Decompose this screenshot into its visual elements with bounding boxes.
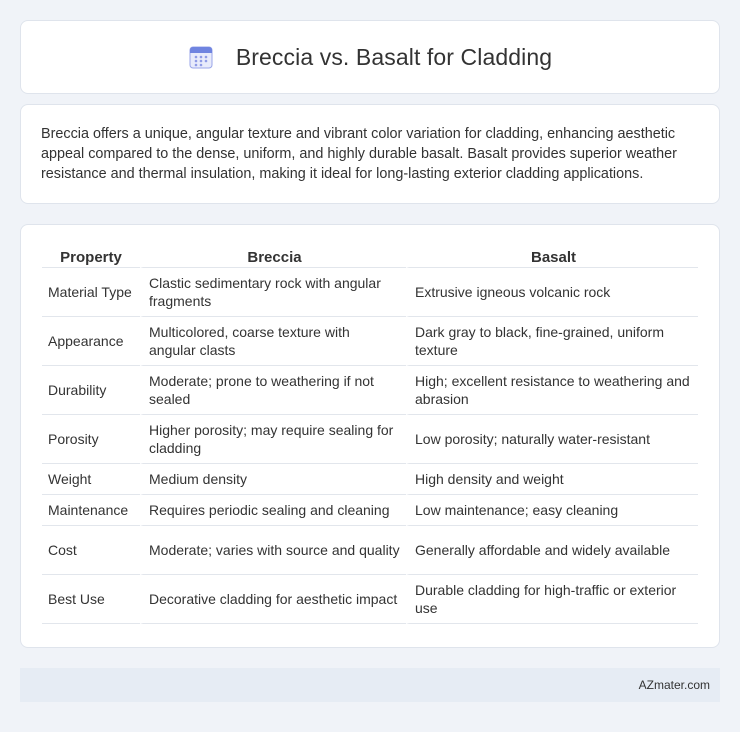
- intro-text: Breccia offers a unique, angular texture and vibrant color variation for cladding, enhancing aesthetic appeal compared to the dense, uniform, and highly durable basalt. Basalt provides superior weather resistance and thermal insulation, making it ideal for long-lasting exterior cladding applications.: [41, 126, 677, 182]
- table-row: [42, 415, 698, 464]
- comparison-table-card: [20, 224, 720, 648]
- table-row: [42, 366, 698, 415]
- breccia-cell: Requires periodic sealing and cleaning: [140, 495, 406, 526]
- basalt-cell: Generally affordable and widely available: [406, 526, 698, 575]
- basalt-cell: Low porosity; naturally water-resistant: [406, 415, 698, 464]
- header-property: Property: [42, 247, 140, 268]
- breccia-cell: Higher porosity; may require sealing for cladding: [140, 415, 406, 464]
- property-cell: Durability: [42, 366, 140, 415]
- page-title: Breccia vs. Basalt for Cladding: [235, 43, 553, 70]
- property-cell: Weight: [42, 464, 140, 495]
- source-credit: AZmater.com: [638, 678, 710, 692]
- property-cell: Cost: [42, 526, 140, 575]
- property-cell: Porosity: [42, 415, 140, 464]
- basalt-cell: Durable cladding for high-traffic or exterior use: [406, 575, 698, 624]
- property-cell: Maintenance: [42, 495, 140, 526]
- property-cell: Best Use: [42, 575, 140, 624]
- calendar-grid-icon: [188, 44, 214, 70]
- comparison-table: [42, 247, 698, 624]
- basalt-cell: Low maintenance; easy cleaning: [406, 495, 698, 526]
- table-row: [42, 317, 698, 366]
- breccia-cell: Decorative cladding for aesthetic impact: [140, 575, 406, 624]
- basalt-cell: High density and weight: [406, 464, 698, 495]
- table-header-row: [42, 247, 698, 268]
- footer: [20, 668, 720, 702]
- table-row: [42, 526, 698, 575]
- breccia-cell: Moderate; varies with source and quality: [140, 526, 406, 575]
- table-row: [42, 268, 698, 317]
- basalt-cell: High; excellent resistance to weathering and abrasion: [406, 366, 698, 415]
- table-row: [42, 495, 698, 526]
- breccia-cell: Multicolored, coarse texture with angular clasts: [140, 317, 406, 366]
- header-breccia: Breccia: [140, 247, 406, 268]
- breccia-cell: Moderate; prone to weathering if not sealed: [140, 366, 406, 415]
- property-cell: Material Type: [42, 268, 140, 317]
- basalt-cell: Dark gray to black, fine-grained, uniform texture: [406, 317, 698, 366]
- header-basalt: Basalt: [406, 247, 698, 268]
- title-card: [20, 20, 720, 94]
- table-row: [42, 464, 698, 495]
- breccia-cell: Clastic sedimentary rock with angular fragments: [140, 268, 406, 317]
- basalt-cell: Extrusive igneous volcanic rock: [406, 268, 698, 317]
- breccia-cell: Medium density: [140, 464, 406, 495]
- property-cell: Appearance: [42, 317, 140, 366]
- table-row: [42, 575, 698, 624]
- intro-card: [20, 104, 720, 204]
